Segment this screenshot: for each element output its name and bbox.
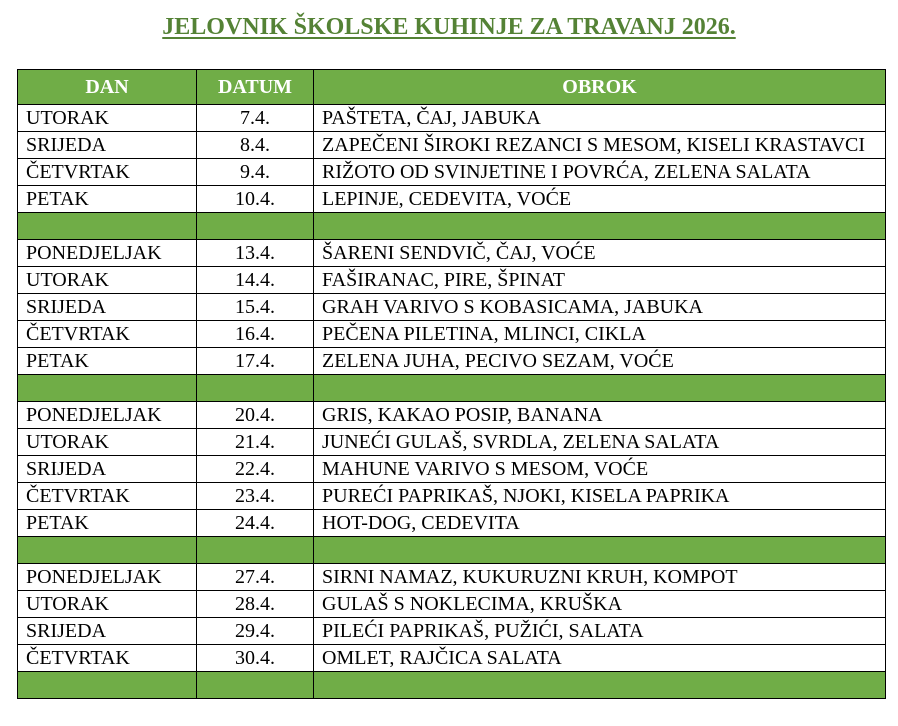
date-cell: 14.4. bbox=[197, 267, 314, 294]
meal-cell: LEPINJE, CEDEVITA, VOĆE bbox=[314, 186, 886, 213]
separator-cell bbox=[197, 672, 314, 699]
day-cell: UTORAK bbox=[18, 267, 197, 294]
date-cell: 22.4. bbox=[197, 456, 314, 483]
separator-cell bbox=[197, 375, 314, 402]
day-cell: PONEDJELJAK bbox=[18, 402, 197, 429]
week-separator-row bbox=[18, 672, 886, 699]
day-cell: SRIJEDA bbox=[18, 618, 197, 645]
date-cell: 10.4. bbox=[197, 186, 314, 213]
date-cell: 17.4. bbox=[197, 348, 314, 375]
date-cell: 13.4. bbox=[197, 240, 314, 267]
date-cell: 23.4. bbox=[197, 483, 314, 510]
meal-cell: OMLET, RAJČICA SALATA bbox=[314, 645, 886, 672]
meal-cell: SIRNI NAMAZ, KUKURUZNI KRUH, KOMPOT bbox=[314, 564, 886, 591]
table-row bbox=[18, 402, 886, 429]
date-cell: 30.4. bbox=[197, 645, 314, 672]
day-cell: UTORAK bbox=[18, 591, 197, 618]
week-separator-row bbox=[18, 213, 886, 240]
day-cell: SRIJEDA bbox=[18, 294, 197, 321]
date-cell: 16.4. bbox=[197, 321, 314, 348]
table-row bbox=[18, 132, 886, 159]
date-cell: 15.4. bbox=[197, 294, 314, 321]
day-cell: PETAK bbox=[18, 186, 197, 213]
date-cell: 29.4. bbox=[197, 618, 314, 645]
day-cell: UTORAK bbox=[18, 105, 197, 132]
table-row bbox=[18, 186, 886, 213]
day-cell: SRIJEDA bbox=[18, 456, 197, 483]
separator-cell bbox=[314, 213, 886, 240]
meal-cell: GULAŠ S NOKLECIMA, KRUŠKA bbox=[314, 591, 886, 618]
header-datum: DATUM bbox=[197, 70, 314, 105]
meal-cell: ŠARENI SENDVIČ, ČAJ, VOĆE bbox=[314, 240, 886, 267]
day-cell: PETAK bbox=[18, 510, 197, 537]
header-dan: DAN bbox=[18, 70, 197, 105]
separator-cell bbox=[18, 213, 197, 240]
day-cell: ČETVRTAK bbox=[18, 645, 197, 672]
separator-cell bbox=[18, 672, 197, 699]
table-row bbox=[18, 321, 886, 348]
date-cell: 20.4. bbox=[197, 402, 314, 429]
meal-cell: HOT-DOG, CEDEVITA bbox=[314, 510, 886, 537]
header-obrok: OBROK bbox=[314, 70, 886, 105]
separator-cell bbox=[314, 672, 886, 699]
meal-cell: ZAPEČENI ŠIROKI REZANCI S MESOM, KISELI KRASTAVCI bbox=[314, 132, 886, 159]
meal-cell: PEČENA PILETINA, MLINCI, CIKLA bbox=[314, 321, 886, 348]
menu-table bbox=[17, 69, 886, 699]
day-cell: PONEDJELJAK bbox=[18, 564, 197, 591]
date-cell: 27.4. bbox=[197, 564, 314, 591]
day-cell: PONEDJELJAK bbox=[18, 240, 197, 267]
day-cell: ČETVRTAK bbox=[18, 159, 197, 186]
day-cell: UTORAK bbox=[18, 429, 197, 456]
table-row bbox=[18, 105, 886, 132]
table-row bbox=[18, 159, 886, 186]
table-row bbox=[18, 645, 886, 672]
page-title: JELOVNIK ŠKOLSKE KUHINJE ZA TRAVANJ 2026. bbox=[162, 14, 736, 40]
separator-cell bbox=[314, 537, 886, 564]
date-cell: 21.4. bbox=[197, 429, 314, 456]
table-row bbox=[18, 429, 886, 456]
week-separator-row bbox=[18, 375, 886, 402]
date-cell: 7.4. bbox=[197, 105, 314, 132]
table-row bbox=[18, 294, 886, 321]
table-row bbox=[18, 240, 886, 267]
separator-cell bbox=[197, 213, 314, 240]
date-cell: 8.4. bbox=[197, 132, 314, 159]
table-row bbox=[18, 456, 886, 483]
day-cell: SRIJEDA bbox=[18, 132, 197, 159]
meal-cell: JUNEĆI GULAŠ, SVRDLA, ZELENA SALATA bbox=[314, 429, 886, 456]
meal-cell: PUREĆI PAPRIKAŠ, NJOKI, KISELA PAPRIKA bbox=[314, 483, 886, 510]
meal-cell: GRIS, KAKAO POSIP, BANANA bbox=[314, 402, 886, 429]
meal-cell: GRAH VARIVO S KOBASICAMA, JABUKA bbox=[314, 294, 886, 321]
separator-cell bbox=[197, 537, 314, 564]
date-cell: 9.4. bbox=[197, 159, 314, 186]
meal-cell: RIŽOTO OD SVINJETINE I POVRĆA, ZELENA SALATA bbox=[314, 159, 886, 186]
date-cell: 28.4. bbox=[197, 591, 314, 618]
table-row bbox=[18, 564, 886, 591]
meal-cell: PILEĆI PAPRIKAŠ, PUŽIĆI, SALATA bbox=[314, 618, 886, 645]
meal-cell: FAŠIRANAC, PIRE, ŠPINAT bbox=[314, 267, 886, 294]
separator-cell bbox=[18, 537, 197, 564]
day-cell: ČETVRTAK bbox=[18, 483, 197, 510]
week-separator-row bbox=[18, 537, 886, 564]
separator-cell bbox=[18, 375, 197, 402]
table-row bbox=[18, 267, 886, 294]
table-row bbox=[18, 510, 886, 537]
table-row bbox=[18, 348, 886, 375]
day-cell: ČETVRTAK bbox=[18, 321, 197, 348]
table-row bbox=[18, 483, 886, 510]
meal-cell: PAŠTETA, ČAJ, JABUKA bbox=[314, 105, 886, 132]
meal-cell: MAHUNE VARIVO S MESOM, VOĆE bbox=[314, 456, 886, 483]
meal-cell: ZELENA JUHA, PECIVO SEZAM, VOĆE bbox=[314, 348, 886, 375]
day-cell: PETAK bbox=[18, 348, 197, 375]
table-row bbox=[18, 618, 886, 645]
header-row bbox=[18, 70, 886, 105]
table-row bbox=[18, 591, 886, 618]
separator-cell bbox=[314, 375, 886, 402]
date-cell: 24.4. bbox=[197, 510, 314, 537]
